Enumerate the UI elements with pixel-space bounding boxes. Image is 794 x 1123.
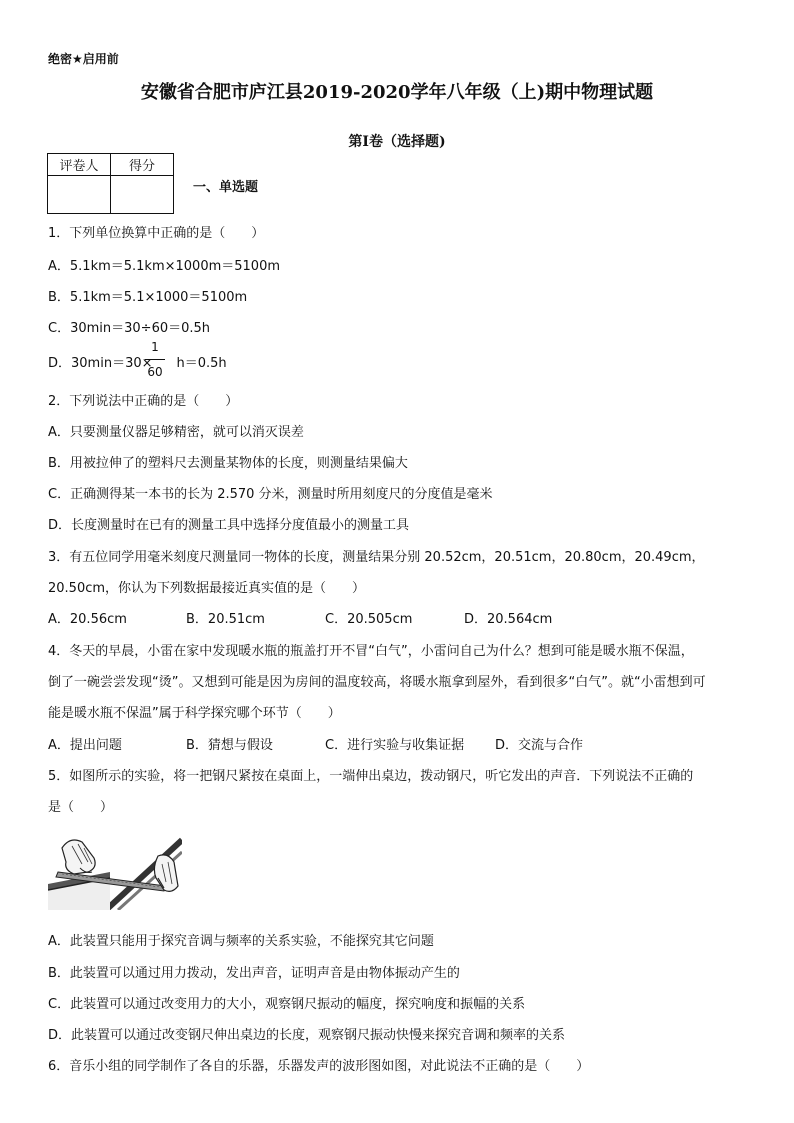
q1-option-d[interactable]: [48, 352, 227, 371]
q3-option-a[interactable]: A．20.56cm: [48, 612, 127, 627]
q3-option-b[interactable]: B．20.51cm: [186, 612, 265, 627]
score-table: [47, 153, 174, 214]
q1-option-b[interactable]: B．5.1km＝5.1×1000＝5100m: [48, 290, 248, 305]
q2-option-a[interactable]: A．只要测量仪器足够精密，就可以消灭误差: [48, 425, 304, 440]
q1-d-suffix: h＝0.5h: [176, 356, 227, 371]
q4-stem-line1: 4．冬天的早晨，小雷在家中发现暖水瓶的瓶盖打开不冒“白气”，小雷问自己为什么？想到可能是暖水瓶不保温，: [48, 644, 694, 659]
section-title: 一、单选题: [193, 180, 259, 195]
q2-option-b[interactable]: B．用被拉伸了的塑料尺去测量某物体的长度，则测量结果偏大: [48, 456, 408, 471]
q3-stem-line2: 20.50cm，你认为下列数据最接近真实值的是（ ）: [48, 581, 366, 596]
exam-title: 安徽省合肥市庐江县2019-2020学年八年级（上)期中物理试题: [140, 82, 654, 103]
q4-option-c[interactable]: C．进行实验与收集证据: [325, 738, 465, 753]
q5-option-a[interactable]: A．此装置只能用于探究音调与频率的关系实验，不能探究其它问题: [48, 934, 434, 949]
score-header: 得分: [111, 154, 174, 176]
q2-option-d[interactable]: D．长度测量时在已有的测量工具中选择分度值最小的测量工具: [48, 518, 410, 533]
q2-option-c[interactable]: C．正确测得某一本书的长为 2.570 分米，测量时所用刻度尺的分度值是毫米: [48, 487, 493, 502]
q4-option-b[interactable]: B．猜想与假设: [186, 738, 273, 753]
q5-stem-line2: 是（ ）: [48, 800, 114, 815]
confidential-label: 绝密★启用前: [48, 52, 119, 66]
q1-d-numerator: 1: [151, 340, 159, 354]
q1-option-c[interactable]: C．30min＝30÷60＝0.5h: [48, 321, 211, 336]
grader-cell[interactable]: [48, 176, 111, 214]
q1-option-a[interactable]: A．5.1km＝5.1km×1000m＝5100m: [48, 259, 281, 274]
q3-option-d[interactable]: D．20.564cm: [464, 612, 553, 627]
q5-stem-line1: 5．如图所示的实验，将一把钢尺紧按在桌面上，一端伸出桌边，拨动钢尺，听它发出的声音．下列说法不正确的: [48, 769, 694, 784]
q3-stem-line1: 3．有五位同学用毫米刻度尺测量同一物体的长度，测量结果分别 20.52cm，20.51cm，20.80cm，20.49cm，: [48, 550, 705, 565]
q1-stem: 1．下列单位换算中正确的是（ ）: [48, 226, 265, 241]
q2-stem: 2．下列说法中正确的是（ ）: [48, 394, 239, 409]
q4-stem-line3: 能是暖水瓶不保温”属于科学探究哪个环节（ ）: [48, 706, 341, 721]
q3-option-c[interactable]: C．20.505cm: [325, 612, 413, 627]
q4-option-a[interactable]: A．提出问题: [48, 738, 122, 753]
ruler-experiment-figure: [48, 828, 182, 910]
volume-title: 第I卷（选择题): [348, 134, 446, 150]
score-cell[interactable]: [111, 176, 174, 214]
q5-option-b[interactable]: B．此装置可以通过用力拨动，发出声音，证明声音是由物体振动产生的: [48, 966, 460, 981]
q5-option-c[interactable]: C．此装置可以通过改变用力的大小，观察钢尺振动的幅度，探究响度和振幅的关系: [48, 997, 526, 1012]
grader-header: 评卷人: [48, 154, 111, 176]
q4-stem-line2: 倒了一碗尝尝发现“烫”。又想到可能是因为房间的温度较高，将暖水瓶拿到屋外，看到很多“白气”。就“小雷想到可: [48, 675, 706, 690]
q1-d-denominator: 60: [147, 365, 163, 379]
q5-option-d[interactable]: D．此装置可以通过改变钢尺伸出桌边的长度，观察钢尺振动快慢来探究音调和频率的关系: [48, 1028, 566, 1043]
q6-stem: 6．音乐小组的同学制作了各自的乐器，乐器发声的波形图如图，对此说法不正确的是（ ）: [48, 1059, 590, 1074]
q4-option-d[interactable]: D．交流与合作: [495, 738, 584, 753]
fraction-bar: [145, 359, 165, 360]
q1-d-prefix: D．30min＝30×: [48, 356, 153, 371]
